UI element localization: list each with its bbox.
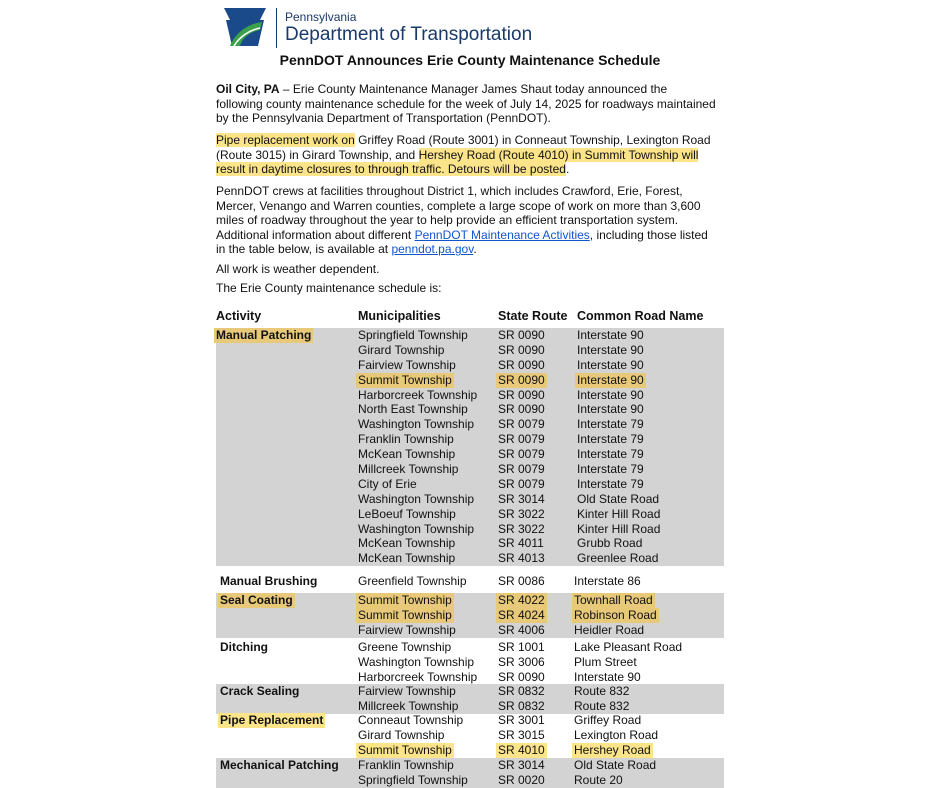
weather-note: All work is weather dependent.: [216, 262, 380, 276]
municipality-cell: Washington Township: [358, 417, 475, 432]
table-row: [216, 447, 724, 462]
road-name-cell: Interstate 90: [577, 372, 644, 387]
table-row: [216, 655, 724, 670]
activity-cell: Manual Brushing: [220, 574, 318, 588]
logo-dept: Department of Transportation: [285, 24, 533, 45]
activity-group: [216, 713, 724, 758]
table-row: [216, 343, 724, 358]
header-state-route: State Route: [498, 309, 568, 323]
road-name-cell: Interstate 79: [577, 432, 644, 447]
closure-text-1: Griffey Road (Route 3001) in Conneaut Township, Lexington Road (Route 3015) in Girard Township, and: [216, 133, 711, 162]
state-route-cell: SR 0090: [498, 372, 545, 387]
table-row: [216, 358, 724, 373]
road-name-cell: Townhall Road: [574, 593, 653, 607]
table-row: [216, 536, 724, 551]
logo-divider: [276, 8, 277, 48]
table-row: [216, 593, 724, 608]
road-name-cell: Griffey Road: [574, 713, 642, 727]
state-route-cell: SR 0090: [498, 669, 545, 684]
state-route-cell: SR 0079: [498, 462, 545, 477]
state-route-cell: SR 0832: [498, 684, 545, 698]
activity-cell: Mechanical Patching: [220, 758, 339, 772]
district-text-2: , including those listed in the table below, is available at: [216, 227, 708, 257]
state-route-cell: SR 3014: [498, 491, 545, 506]
table-row: [216, 507, 724, 522]
municipality-cell: Girard Township: [358, 727, 445, 742]
activity-cell: Ditching: [220, 640, 268, 654]
state-route-cell: SR 0020: [498, 772, 545, 787]
municipality-cell: Millcreek Township: [358, 698, 459, 713]
state-route-cell: SR 1001: [498, 640, 545, 654]
municipality-cell: Springfield Township: [358, 772, 468, 787]
state-route-cell: SR 0079: [498, 417, 545, 432]
table-row: [216, 773, 724, 788]
state-route-cell: SR 4010: [498, 742, 545, 757]
table-row: [216, 623, 724, 638]
municipality-cell: Springfield Township: [358, 328, 468, 342]
state-route-cell: SR 4006: [498, 622, 545, 637]
state-route-cell: SR 4024: [498, 607, 545, 622]
municipality-cell: Greenfield Township: [358, 574, 467, 588]
schedule-intro: The Erie County maintenance schedule is:: [216, 281, 442, 295]
dateline: Oil City, PA: [216, 82, 280, 96]
state-route-cell: SR 3022: [498, 506, 545, 521]
table-row: [216, 522, 724, 537]
activity-group: [216, 684, 724, 714]
table-row: [216, 432, 724, 447]
state-route-cell: SR 3015: [498, 727, 545, 742]
activity-group: [216, 593, 724, 638]
state-route-cell: SR 0079: [498, 447, 545, 462]
table-row: [216, 462, 724, 477]
road-name-cell: Hershey Road: [574, 742, 651, 757]
state-route-cell: SR 3014: [498, 758, 545, 772]
activity-cell: Pipe Replacement: [220, 713, 324, 727]
municipality-cell: McKean Township: [358, 447, 456, 462]
municipality-cell: Fairview Township: [358, 357, 456, 372]
table-row: [216, 574, 724, 589]
maintenance-activities-link[interactable]: PennDOT Maintenance Activities: [414, 227, 590, 242]
municipality-cell: Franklin Township: [358, 432, 454, 447]
activity-cell: Manual Patching: [216, 328, 312, 342]
maintenance-schedule-table: [216, 309, 726, 787]
road-name-cell: Interstate 90: [577, 357, 644, 372]
road-name-cell: Grubb Road: [577, 536, 643, 551]
municipality-cell: Fairview Township: [358, 622, 456, 637]
table-row: [216, 551, 724, 566]
logo-state: Pennsylvania: [285, 10, 357, 24]
road-name-cell: Kinter Hill Road: [577, 521, 661, 536]
municipality-cell: McKean Township: [358, 536, 456, 551]
municipality-cell: Washington Township: [358, 654, 475, 669]
state-route-cell: SR 0090: [498, 402, 545, 417]
table-row: [216, 640, 724, 655]
table-row: [216, 373, 724, 388]
municipality-cell: McKean Township: [358, 551, 456, 566]
road-name-cell: Route 20: [574, 772, 623, 787]
header-activity: Activity: [216, 309, 262, 323]
closure-highlight-2: Hershey Road (Route 4010) in Summit Township will result in daytime closures to through traffic. Detours will be posted: [216, 147, 699, 177]
activity-cell: Crack Sealing: [220, 684, 300, 698]
municipality-cell: Washington Township: [358, 521, 475, 536]
road-name-cell: Interstate 79: [577, 476, 644, 491]
activity-group: [216, 640, 724, 685]
state-route-cell: SR 3022: [498, 521, 545, 536]
municipality-cell: Harborcreek Township: [358, 387, 478, 402]
municipality-cell: Summit Township: [358, 372, 452, 387]
table-row: [216, 402, 724, 417]
district-text-1: PennDOT crews at facilities throughout District 1, which includes Crawford, Erie, Forest, Mercer, Venango and Warren counties, complete a large scope of work on more than 3,600 miles of roadway throughout the year to help provide an efficient transportation system. Additional information about different: [216, 184, 701, 242]
municipality-cell: City of Erie: [358, 476, 417, 491]
municipality-cell: North East Township: [358, 402, 468, 417]
state-route-cell: SR 4022: [498, 593, 545, 607]
municipality-cell: Summit Township: [358, 742, 452, 757]
road-name-cell: Kinter Hill Road: [577, 506, 661, 521]
table-row: [216, 492, 724, 507]
road-name-cell: Robinson Road: [574, 607, 657, 622]
table-row: [216, 388, 724, 403]
road-name-cell: Greenlee Road: [577, 551, 659, 566]
state-route-cell: SR 0086: [498, 574, 545, 588]
state-route-cell: SR 0832: [498, 698, 545, 713]
header-common-road-name: Common Road Name: [577, 309, 704, 323]
page-title: PennDOT Announces Erie County Maintenance Schedule: [279, 52, 661, 68]
activity-group: [216, 758, 724, 788]
table-row: [216, 684, 724, 699]
table-row: [216, 417, 724, 432]
state-route-cell: SR 0090: [498, 342, 545, 357]
road-name-cell: Lake Pleasant Road: [574, 640, 683, 654]
closure-paragraph: [216, 133, 716, 177]
road-name-cell: Lexington Road: [574, 727, 659, 742]
road-name-cell: Route 832: [574, 698, 630, 713]
intro-text: – Erie County Maintenance Manager James Shaut today announced the following county maintenance schedule for the week of July 14, 2025 for roadways maintained by the Pennsylvania Department of Transportation (PennDOT).: [216, 82, 716, 126]
road-name-cell: Interstate 90: [577, 402, 644, 417]
municipality-cell: Franklin Township: [358, 758, 454, 772]
state-route-cell: SR 0090: [498, 387, 545, 402]
penndot-logo: [222, 6, 532, 50]
state-route-cell: SR 4013: [498, 551, 545, 566]
municipality-cell: Harborcreek Township: [358, 669, 478, 684]
closure-text-2: .: [565, 162, 570, 177]
road-name-cell: Interstate 90: [577, 328, 644, 342]
state-route-cell: SR 3001: [498, 713, 545, 727]
table-row: [216, 743, 724, 758]
road-name-cell: Interstate 79: [577, 447, 644, 462]
state-route-cell: SR 3006: [498, 654, 545, 669]
table-row: [216, 699, 724, 714]
activity-cell: Seal Coating: [220, 593, 293, 607]
state-route-cell: SR 0079: [498, 432, 545, 447]
municipality-cell: LeBoeuf Township: [358, 506, 456, 521]
table-row: [216, 758, 724, 773]
state-route-cell: SR 4011: [498, 536, 544, 551]
state-route-cell: SR 0090: [498, 357, 545, 372]
activity-group: [216, 574, 724, 589]
table-header: [216, 309, 726, 325]
header-municipalities: Municipalities: [358, 309, 441, 323]
road-name-cell: Interstate 79: [577, 417, 644, 432]
state-route-cell: SR 0079: [498, 476, 545, 491]
activity-group: [216, 328, 724, 566]
closure-highlight-1: Pipe replacement work on: [216, 133, 355, 147]
municipality-cell: Fairview Township: [358, 684, 456, 698]
road-name-cell: Old State Road: [574, 758, 657, 772]
table-row: [216, 670, 724, 685]
road-name-cell: Interstate 90: [577, 387, 644, 402]
municipality-cell: Summit Township: [358, 607, 452, 622]
keystone-icon: [222, 6, 268, 48]
road-name-cell: Plum Street: [574, 654, 637, 669]
state-route-cell: SR 0090: [498, 328, 545, 342]
road-name-cell: Interstate 79: [577, 462, 644, 477]
table-row: [216, 713, 724, 728]
table-row: [216, 477, 724, 492]
table-row: [216, 728, 724, 743]
municipality-cell: Washington Township: [358, 491, 475, 506]
municipality-cell: Summit Township: [358, 593, 452, 607]
municipality-cell: Millcreek Township: [358, 462, 459, 477]
table-row: [216, 328, 724, 343]
road-name-cell: Interstate 90: [577, 342, 644, 357]
intro-paragraph: [216, 82, 716, 126]
road-name-cell: Old State Road: [577, 491, 660, 506]
municipality-cell: Girard Township: [358, 342, 445, 357]
municipality-cell: Greene Township: [358, 640, 452, 654]
road-name-cell: Interstate 90: [574, 669, 641, 684]
table-row: [216, 608, 724, 623]
road-name-cell: Heidler Road: [574, 622, 645, 637]
district-paragraph: [216, 184, 716, 257]
municipality-cell: Conneaut Township: [358, 713, 464, 727]
logo-text: [285, 6, 532, 44]
penndot-site-link[interactable]: penndot.pa.gov: [391, 242, 474, 257]
road-name-cell: Interstate 86: [574, 574, 641, 588]
road-name-cell: Route 832: [574, 684, 630, 698]
district-text-3: .: [473, 242, 477, 257]
